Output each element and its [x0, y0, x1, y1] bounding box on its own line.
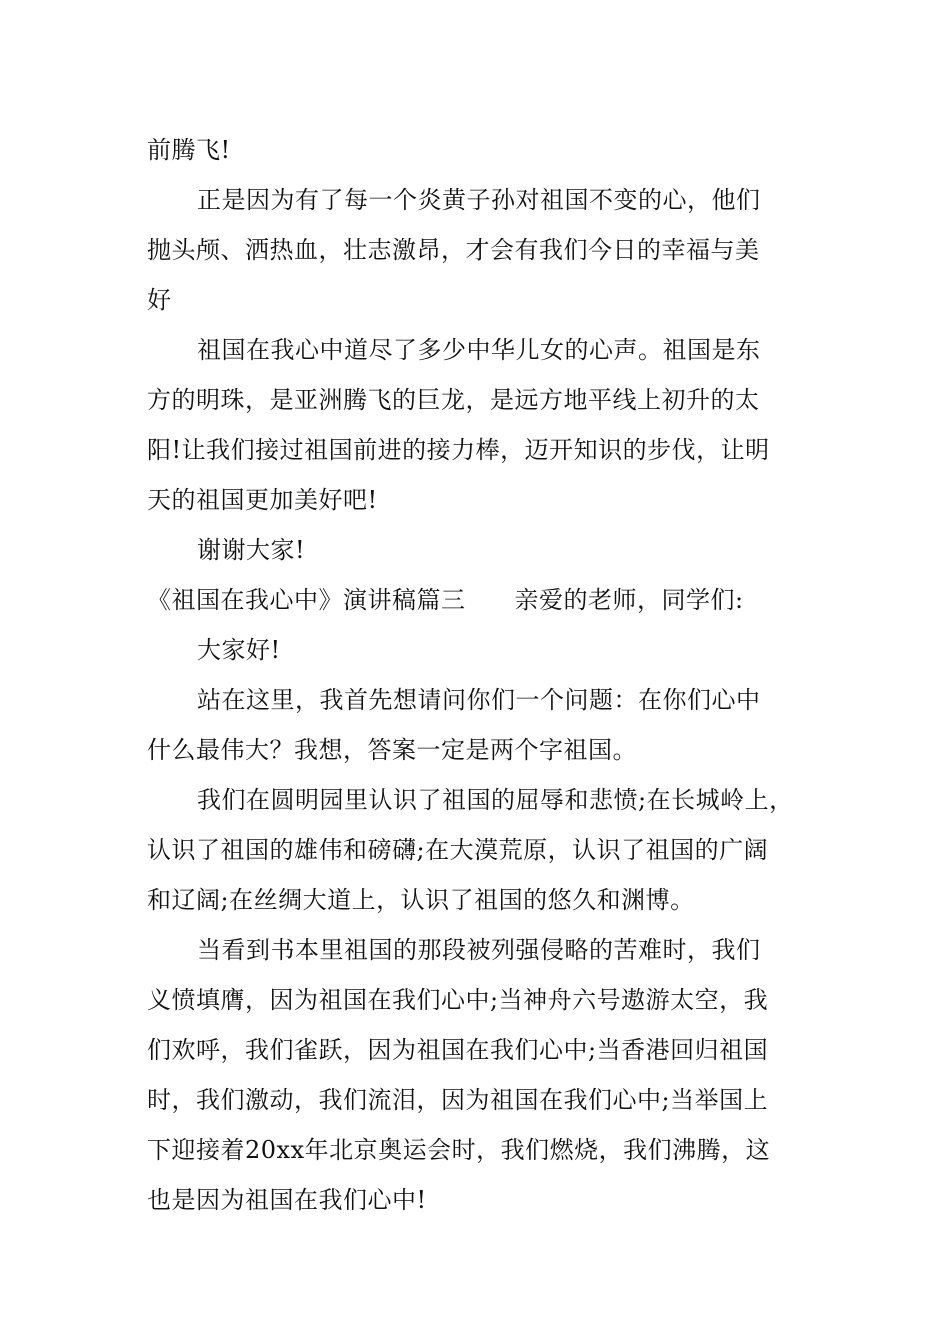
text-line: 我们在圆明园里认识了祖国的屈辱和悲愤;在长城岭上，	[197, 786, 794, 814]
text-line: 下迎接着20xx年北京奥运会时，我们燃烧，我们沸腾，这	[147, 1136, 771, 1164]
text-line: 义愤填膺，因为祖国在我们心中;当神舟六号遨游太空，我	[147, 986, 769, 1014]
text-line: 方的明珠，是亚洲腾飞的巨龙，是远方地平线上初升的太	[147, 386, 760, 414]
text-line: 时，我们激动，我们流泪，因为祖国在我们心中;当举国上	[147, 1086, 769, 1114]
text-line: 正是因为有了每一个炎黄子孙对祖国不变的心，他们	[197, 186, 761, 214]
text-line: 前腾飞!	[147, 136, 231, 164]
text-line: 站在这里，我首先想请问你们一个问题：在你们心中	[197, 686, 761, 714]
text-line: 好	[147, 286, 172, 314]
text-line: 什么最伟大？我想，答案一定是两个字祖国。	[147, 736, 637, 764]
text-line: 谢谢大家!	[197, 536, 306, 564]
section-heading-line: 《祖国在我心中》演讲稿篇三 亲爱的老师，同学们:	[147, 586, 744, 614]
text-line: 们欢呼，我们雀跃，因为祖国在我们心中;当香港回归祖国	[147, 1036, 769, 1064]
text-line: 当看到书本里祖国的那段被列强侵略的苦难时，我们	[197, 936, 761, 964]
text-line: 也是因为祖国在我们心中!	[147, 1186, 427, 1214]
text-line: 抛头颅、洒热血，壮志激昂，才会有我们今日的幸福与美	[147, 236, 760, 264]
text-line: 阳!让我们接过祖国前进的接力棒，迈开知识的步伐，让明	[147, 436, 770, 464]
text-line: 和辽阔;在丝绸大道上，认识了祖国的悠久和渊博。	[147, 886, 695, 914]
text-line: 天的祖国更加美好吧!	[147, 486, 378, 514]
text-line: 大家好!	[197, 636, 281, 664]
text-line: 认识了祖国的雄伟和磅礴;在大漠荒原，认识了祖国的广阔	[147, 836, 769, 864]
text-line: 祖国在我心中道尽了多少中华儿女的心声。祖国是东	[197, 336, 761, 364]
